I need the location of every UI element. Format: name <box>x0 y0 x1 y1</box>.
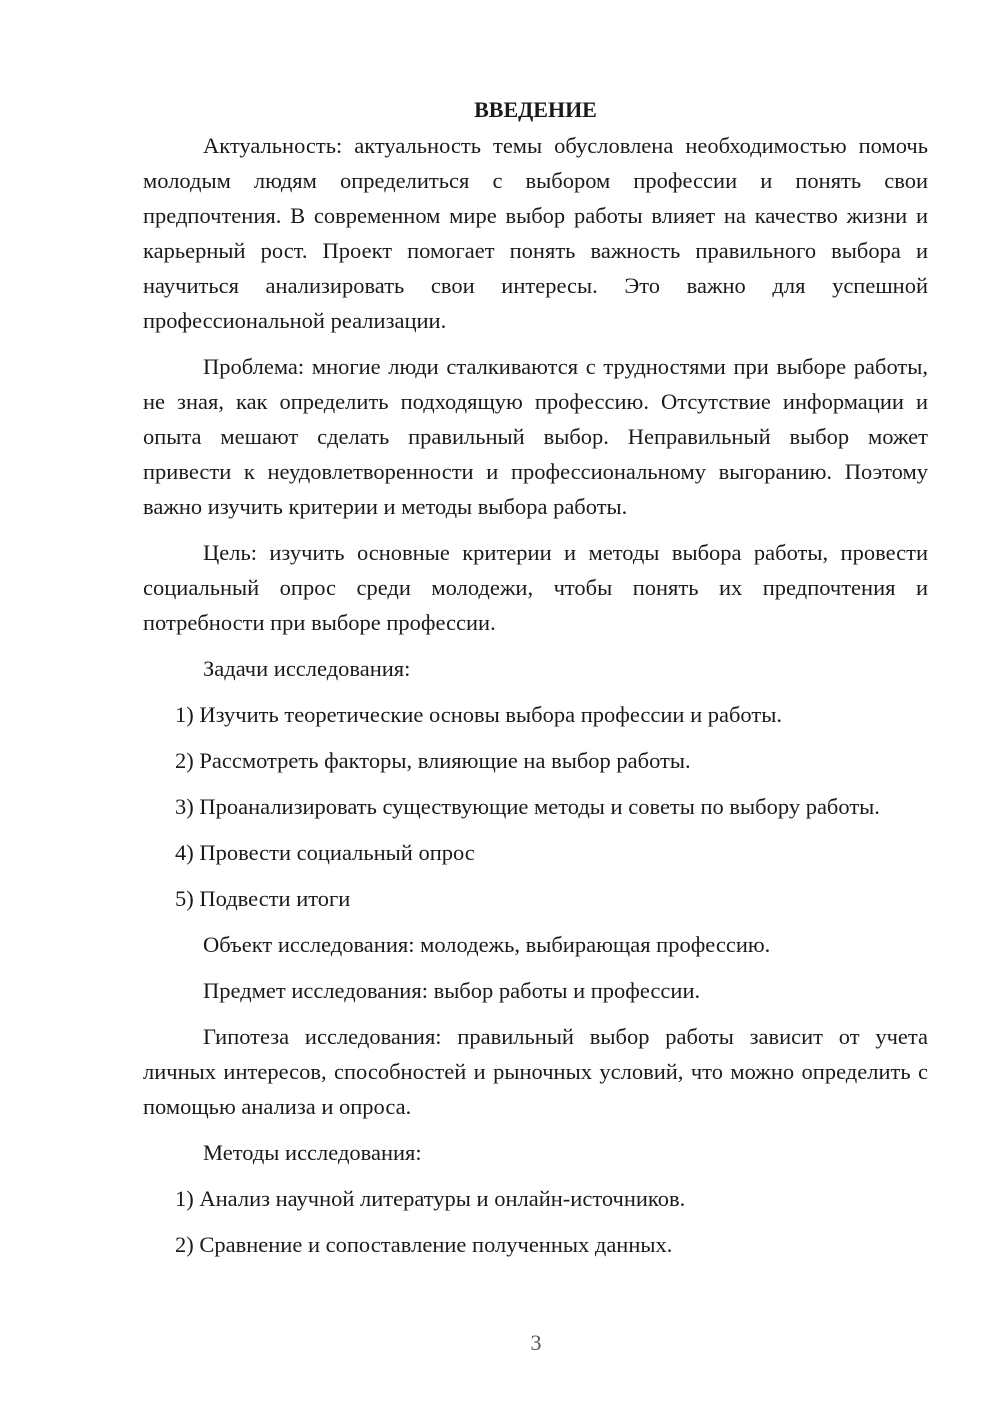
task-item: 1) Изучить теоретические основы выбора профессии и работы. <box>175 702 782 727</box>
task-item: 5) Подвести итоги <box>175 886 351 911</box>
research-object: Объект исследования: молодежь, выбирающая профессию. <box>203 932 771 957</box>
research-subject: Предмет исследования: выбор работы и профессии. <box>203 978 701 1003</box>
task-item: 2) Рассмотреть факторы, влияющие на выбор работы. <box>175 748 691 773</box>
section-title: ВВЕДЕНИЕ <box>474 97 597 122</box>
method-item: 1) Анализ научной литературы и онлайн-источников. <box>175 1186 686 1211</box>
paragraph-relevance: Актуальность: актуальность темы обусловлена необходимостью помочь молодым людям определиться с выбором профессии и понять свои предпочтения. В современном мире выбор работы влияет на качество жизни и карьерный рост. Проект помогает понять важность правильного выбора и научиться анализировать свои интересы. Это важно для успешной профессиональной реализации. <box>143 133 928 333</box>
task-item: 3) Проанализировать существующие методы и советы по выбору работы. <box>175 794 880 819</box>
page-number: 3 <box>530 1330 542 1355</box>
paragraph-problem: Проблема: многие люди сталкиваются с трудностями при выборе работы, не зная, как определить подходящую профессию. Отсутствие информации и опыта мешают сделать правильный выбор. Неправильный выбор может привести к неудовлетворенности и профессиональному выгоранию. Поэтому важно изучить критерии и методы выбора работы. <box>143 354 928 519</box>
research-hypothesis: Гипотеза исследования: правильный выбор работы зависит от учета личных интересов, способностей и рыночных условий, что можно определить с помощью анализа и опроса. <box>143 1024 928 1119</box>
tasks-heading: Задачи исследования: <box>203 656 411 681</box>
method-item: 2) Сравнение и сопоставление полученных данных. <box>175 1232 673 1257</box>
methods-heading: Методы исследования: <box>203 1140 422 1165</box>
paragraph-goal: Цель: изучить основные критерии и методы выбора работы, провести социальный опрос среди молодежи, чтобы понять их предпочтения и потребности при выборе профессии. <box>143 540 928 635</box>
task-item: 4) Провести социальный опрос <box>175 840 475 865</box>
document-page <box>143 92 928 1262</box>
